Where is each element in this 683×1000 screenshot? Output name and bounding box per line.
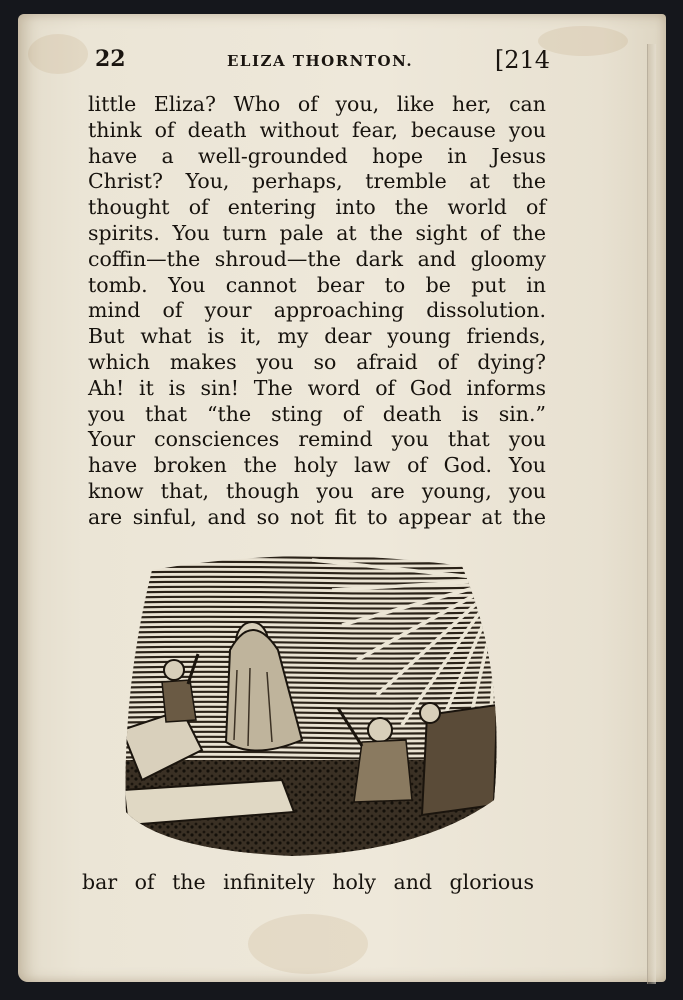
text-line: But what is it, my dear young friends, (88, 324, 546, 349)
text-line: have broken the holy law of God. You (88, 453, 546, 478)
page-header (95, 46, 550, 78)
text-line: thought of entering into the world of (88, 195, 546, 220)
paper-stain (28, 34, 88, 74)
page-edge (647, 44, 656, 984)
text-line: are sinful, and so not fit to appear at the (88, 504, 546, 529)
body-text (88, 92, 546, 531)
text-line: you that “the sting of death is sin.” (88, 401, 546, 426)
text-line: think of death without fear, because you (88, 117, 546, 142)
running-title: ELIZA THORNTON. (227, 52, 414, 70)
last-text-line: bar of the infinitely holy and glorious (82, 870, 534, 894)
text-line: Your consciences remind you that you (88, 427, 546, 452)
paper-stain (248, 914, 368, 974)
page-number: 22 (95, 46, 126, 72)
text-line: know that, though you are young, you (88, 478, 546, 503)
text-line: coffin—the shroud—the dark and gloomy (88, 246, 546, 271)
text-line: Christ? You, perhaps, tremble at the (88, 169, 546, 194)
text-line: little Eliza? Who of you, like her, can (88, 92, 546, 116)
resurrection-engraving (122, 550, 502, 860)
text-line: spirits. You turn pale at the sight of the (88, 220, 546, 245)
text-line: Ah! it is sin! The word of God informs (88, 375, 546, 400)
text-line: mind of your approaching dissolution. (88, 298, 546, 323)
text-line: which makes you so afraid of dying? (88, 349, 546, 374)
text-line: tomb. You cannot bear to be put in (88, 272, 546, 297)
paper-stain (538, 26, 628, 56)
text-line: have a well-grounded hope in Jesus (88, 143, 546, 168)
signature-mark: [214 (494, 46, 550, 74)
